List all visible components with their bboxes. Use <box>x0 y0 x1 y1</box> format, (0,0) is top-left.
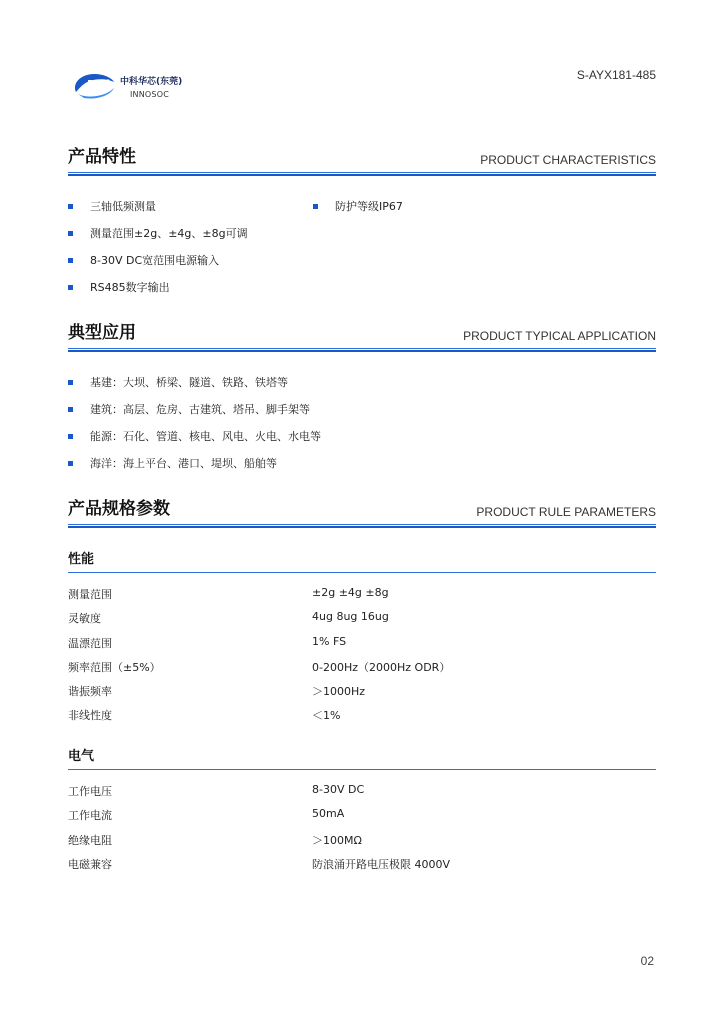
section-title-cn: 典型应用 <box>68 323 136 343</box>
spec-value: 8-30V DC <box>312 783 365 796</box>
list-item-text: 海洋：海上平台、港口、堤坝、船舶等 <box>90 457 277 470</box>
spec-value: ＞1000Hz <box>312 685 366 699</box>
section-header-characteristics <box>68 144 656 176</box>
list-item-text: 防护等级IP67 <box>335 200 403 213</box>
bullet-square-icon <box>68 258 73 263</box>
list-item-text: 8-30V DC宽范围电源输入 <box>90 254 220 267</box>
bullet-square-icon <box>68 380 73 385</box>
innosoc-logo-icon <box>70 70 120 100</box>
bullet-square-icon <box>68 407 73 412</box>
list-item <box>68 227 248 254</box>
spec-value: ±2g ±4g ±8g <box>312 586 389 599</box>
spec-key: 绝缘电阻 <box>68 833 112 847</box>
section-title-en: PRODUCT RULE PARAMETERS <box>476 505 656 519</box>
application-list <box>68 376 321 484</box>
document-id: S-AYX181-485 <box>576 68 656 82</box>
spec-key: 电磁兼容 <box>68 857 112 871</box>
company-logo <box>70 68 200 104</box>
characteristics-list-col2 <box>313 200 403 227</box>
spec-value: ＜1% <box>312 709 341 723</box>
divider-thin <box>68 172 656 173</box>
section-title-en: PRODUCT TYPICAL APPLICATION <box>463 329 656 343</box>
electrical-spec-table <box>68 778 656 875</box>
spec-key: 频率范围（±5%） <box>68 660 161 674</box>
divider-thick <box>68 174 656 176</box>
characteristics-list-col1 <box>68 200 248 308</box>
spec-value: 防浪涌开路电压极限 4000V <box>312 857 451 871</box>
list-item <box>68 376 321 403</box>
list-item <box>68 457 321 484</box>
bullet-square-icon <box>68 285 73 290</box>
list-item-text: 三轴低频测量 <box>90 200 156 213</box>
section-header-parameters <box>68 496 656 528</box>
spec-value: 4ug 8ug 16ug <box>312 610 389 624</box>
bullet-square-icon <box>68 231 73 236</box>
bullet-square-icon <box>68 461 73 466</box>
spec-value: 50mA <box>312 807 345 821</box>
table-row <box>68 605 656 629</box>
subsection-title: 电气 <box>68 749 95 764</box>
subsection-header-performance <box>68 546 656 573</box>
spec-value: 0-200Hz（2000Hz ODR） <box>312 660 451 674</box>
list-item <box>68 430 321 457</box>
divider-thick <box>68 350 656 352</box>
section-title-cn: 产品规格参数 <box>68 499 170 519</box>
table-row <box>68 581 656 605</box>
performance-spec-table <box>68 581 656 727</box>
table-row <box>68 827 656 851</box>
divider-thin <box>68 524 656 525</box>
subsection-header-electrical <box>68 743 656 770</box>
spec-key: 工作电压 <box>68 785 112 798</box>
bullet-square-icon <box>68 204 73 209</box>
divider-thin <box>68 348 656 349</box>
logo-text-cn: 中科华芯(东莞) <box>120 77 183 87</box>
list-item <box>68 254 248 281</box>
spec-key: 谐振频率 <box>68 685 112 699</box>
list-item <box>68 403 321 430</box>
spec-key: 工作电流 <box>68 809 112 823</box>
table-row <box>68 678 656 702</box>
section-title-cn: 产品特性 <box>68 147 136 167</box>
list-item-text: 基建：大坝、桥梁、隧道、铁路、铁塔等 <box>90 376 288 389</box>
list-item <box>68 281 248 308</box>
spec-value: ＞100MΩ <box>312 833 362 847</box>
bullet-square-icon <box>313 204 318 209</box>
table-row <box>68 851 656 875</box>
spec-key: 测量范围 <box>68 588 112 601</box>
bullet-square-icon <box>68 434 73 439</box>
page-number: 02 <box>640 954 654 968</box>
list-item-text: 建筑：高层、危房、古建筑、塔吊、脚手架等 <box>90 403 310 416</box>
list-item-text: 能源：石化、管道、核电、风电、火电、水电等 <box>90 430 321 443</box>
section-header-application <box>68 320 656 352</box>
table-row <box>68 802 656 826</box>
table-row <box>68 702 656 726</box>
logo-text-en: INNOSOC <box>130 90 169 99</box>
subsection-title: 性能 <box>68 552 95 567</box>
list-item-text: 测量范围±2g、±4g、±8g可调 <box>90 227 248 240</box>
list-item <box>313 200 403 227</box>
divider-thick <box>68 526 656 528</box>
table-row <box>68 778 656 802</box>
spec-key: 灵敏度 <box>68 612 101 626</box>
table-row <box>68 630 656 654</box>
table-row <box>68 654 656 678</box>
list-item-text: RS485数字输出 <box>90 281 170 294</box>
section-title-en: PRODUCT CHARACTERISTICS <box>480 153 656 167</box>
spec-key: 非线性度 <box>68 709 112 723</box>
spec-value: 1% FS <box>312 634 347 648</box>
list-item <box>68 200 248 227</box>
spec-key: 温漂范围 <box>68 636 112 650</box>
